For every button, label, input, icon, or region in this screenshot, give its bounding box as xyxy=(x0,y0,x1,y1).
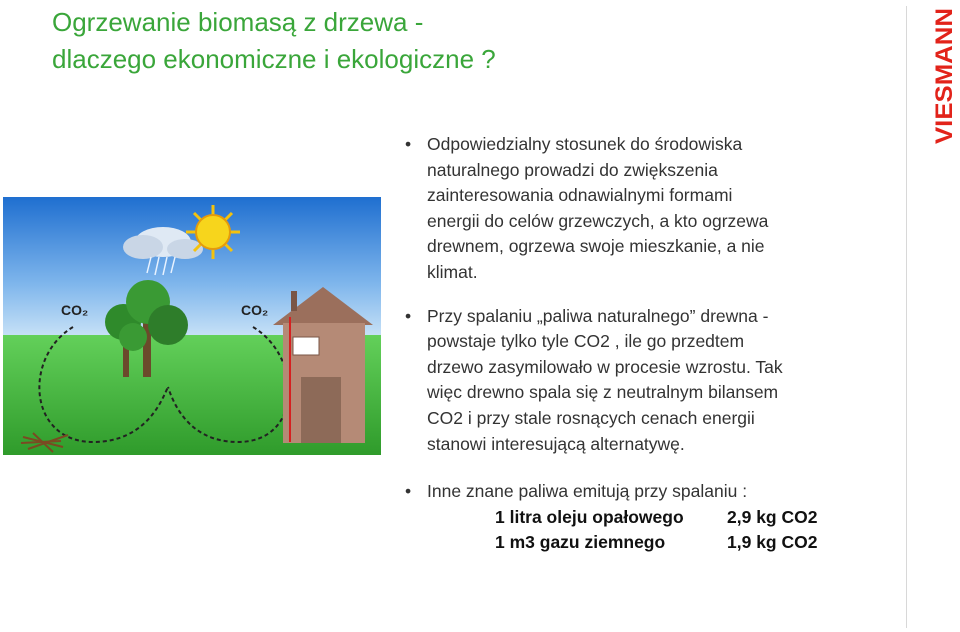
bullet-list xyxy=(405,132,885,556)
bullet-line: CO2 i przy stale rosnących cenach energii xyxy=(427,407,755,428)
bullet-line: naturalnego prowadzi do zwiększenia xyxy=(427,159,718,180)
bullet-item-1 xyxy=(405,132,885,286)
bullet-dot: • xyxy=(405,481,412,502)
title-line-1: Ogrzewanie biomasą z drzewa - xyxy=(52,7,424,37)
fuel-row-gas xyxy=(427,530,885,556)
bullet-line: Odpowiedzialny stosunek do środowiska xyxy=(427,134,743,154)
bullet-line: Inne znane paliwa emitują przy spalaniu : xyxy=(427,481,748,502)
svg-text:VIESMANN: VIESMANN xyxy=(931,17,958,144)
bullet-line: klimat. xyxy=(427,261,478,282)
fuel-row-oil xyxy=(427,505,885,531)
fuel-name: 1 m3 gazu ziemnego xyxy=(495,532,666,553)
bullet-dot: • xyxy=(405,305,412,326)
bullet-line: drzewo zasymilowało w procesie wzrostu. Tak xyxy=(427,356,783,377)
fuel-name: 1 litra oleju opałowego xyxy=(495,506,684,527)
bullet-dot: • xyxy=(405,134,412,154)
vertical-divider xyxy=(906,6,907,628)
fuel-value: 1,9 kg CO2 xyxy=(727,532,818,553)
co2-cycle-illustration xyxy=(3,197,381,455)
bullet-item-3 xyxy=(405,479,885,556)
bullet-line: drewnem, ogrzewa swoje mieszkanie, a nie xyxy=(427,236,765,257)
bullet-line: Przy spalaniu „paliwa naturalnego” drewna - xyxy=(427,305,769,326)
bullet-line: stanowi interesującą alternatywę. xyxy=(427,433,685,454)
bullet-line: powstaje tylko tyle CO2 , ile go przedtem xyxy=(427,331,745,352)
bullet-item-2 xyxy=(405,304,885,458)
fuel-value: 2,9 kg CO2 xyxy=(727,506,818,527)
viessmann-logo xyxy=(928,4,958,144)
co2-label-left: CO₂ xyxy=(61,302,89,318)
title-line-2: dlaczego ekonomiczne i ekologiczne ? xyxy=(52,44,496,74)
bullet-line: więc drewno spala się z neutralnym bilansem xyxy=(427,382,779,403)
co2-label-right: CO₂ xyxy=(241,302,269,318)
sun-icon xyxy=(186,205,240,259)
slide-title xyxy=(52,4,872,78)
bullet-line: zainteresowania odnawialnymi formami xyxy=(427,185,733,206)
bullet-line: energii do celów grzewczych, a kto ogrzewa xyxy=(427,210,769,231)
